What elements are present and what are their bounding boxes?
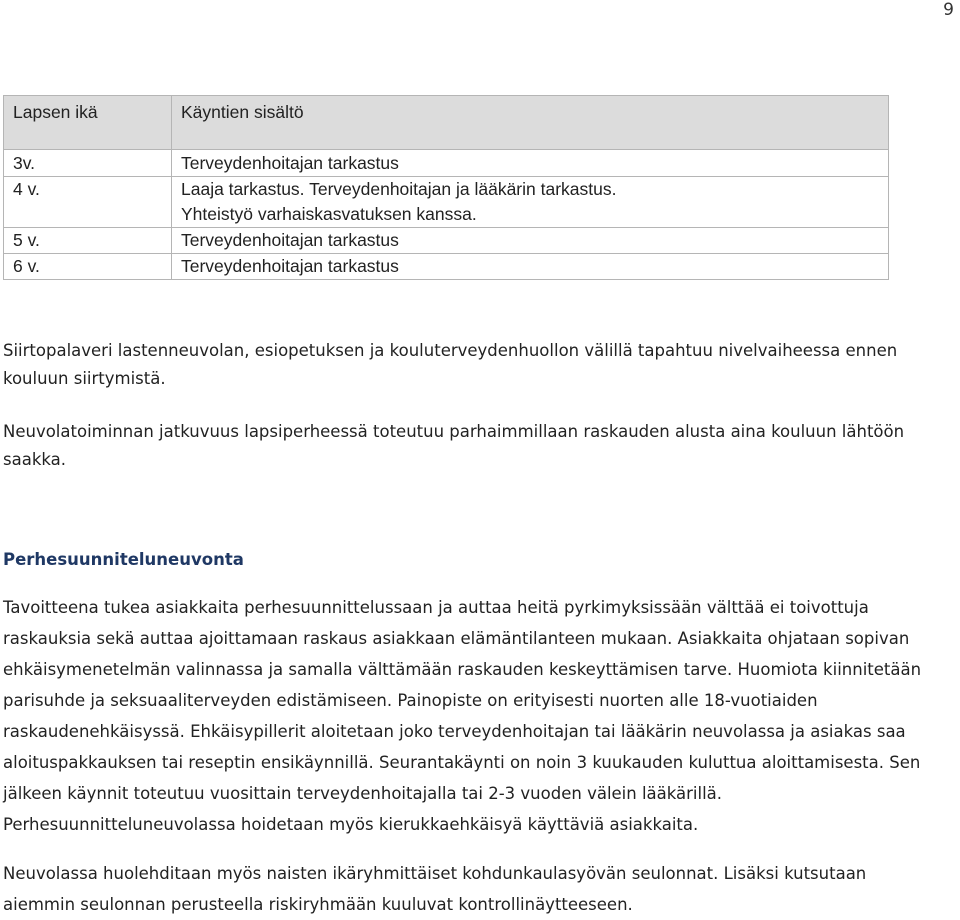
visits-table	[3, 95, 889, 280]
cell-age: 4 v.	[4, 177, 172, 228]
cell-content-line: Terveydenhoitajan tarkastus	[181, 153, 399, 173]
cell-content-line: Terveydenhoitajan tarkastus	[181, 256, 399, 276]
paragraph-transition-meeting: Siirtopalaveri lastenneuvolan, esiopetuksen ja kouluterveydenhuollon välillä tapahtuu nivelvaiheessa ennen kouluun siirtymistä.	[3, 341, 898, 388]
cell-content-line: Yhteistyö varhaiskasvatuksen kanssa.	[181, 204, 477, 224]
paragraph-family-planning: Tavoitteena tukea asiakkaita perhesuunnittelussaan ja auttaa heitä pyrkimyksissään välttää ei toivottuja raskauksia sekä auttaa ajoittamaan raskaus asiakkaan elämäntilanteen mukaan. Asiakkaita ohjataan sopivan ehkäisymenetelmän valinnassa ja samalla välttämään raskauden keskeyttämisen tarve. Huomiota kiinnitetään parisuhde ja seksuaaliterveyden edistämiseen. Painopiste on erityisesti nuorten alle 18-vuotiaiden raskaudenehkäisyssä. Ehkäisypillerit aloitetaan joko terveydenhoitajan tai lääkärin neuvolassa ja asiakas saa aloituspakkauksen tai reseptin ensikäynnillä. Seurantakäynti on noin 3 kuukauden kuluttua aloittamisesta. Sen jälkeen käynnit toteutuu vuosittain terveydenhoitajalla tai 2-3 vuoden välein lääkärillä. Perhesuunnitteluneuvolassa hoidetaan myös kierukkaehkäisyä käyttäviä asiakkaita.	[3, 598, 922, 834]
cell-content	[172, 150, 889, 177]
table-row	[4, 150, 889, 177]
paragraph-screening: Neuvolassa huolehditaan myös naisten ikäryhmittäiset kohdunkaulasyövän seulonnat. Lisäksi kutsutaan aiemmin seulonnan perusteella riskiryhmään kuuluvat kontrollinäytteeseen.	[3, 864, 867, 914]
cell-age: 6 v.	[4, 254, 172, 280]
header-child-age: Lapsen ikä	[4, 96, 172, 150]
cell-age: 3v.	[4, 150, 172, 177]
page-number: 9	[943, 0, 954, 20]
cell-age: 5 v.	[4, 228, 172, 254]
cell-content	[172, 228, 889, 254]
cell-content-line: Laaja tarkastus. Terveydenhoitajan ja lääkärin tarkastus.	[181, 179, 617, 199]
table-row	[4, 177, 889, 228]
table-header-row	[4, 96, 889, 150]
paragraph-continuity: Neuvolatoiminnan jatkuvuus lapsiperheessä toteutuu parhaimmillaan raskauden alusta aina kouluun lähtöön saakka.	[3, 422, 905, 469]
table-row	[4, 228, 889, 254]
section-heading: Perhesuunniteluneuvonta	[3, 550, 244, 569]
cell-content	[172, 177, 889, 228]
table-row	[4, 254, 889, 280]
cell-content-line: Terveydenhoitajan tarkastus	[181, 230, 399, 250]
cell-content	[172, 254, 889, 280]
header-visit-content: Käyntien sisältö	[172, 96, 889, 150]
